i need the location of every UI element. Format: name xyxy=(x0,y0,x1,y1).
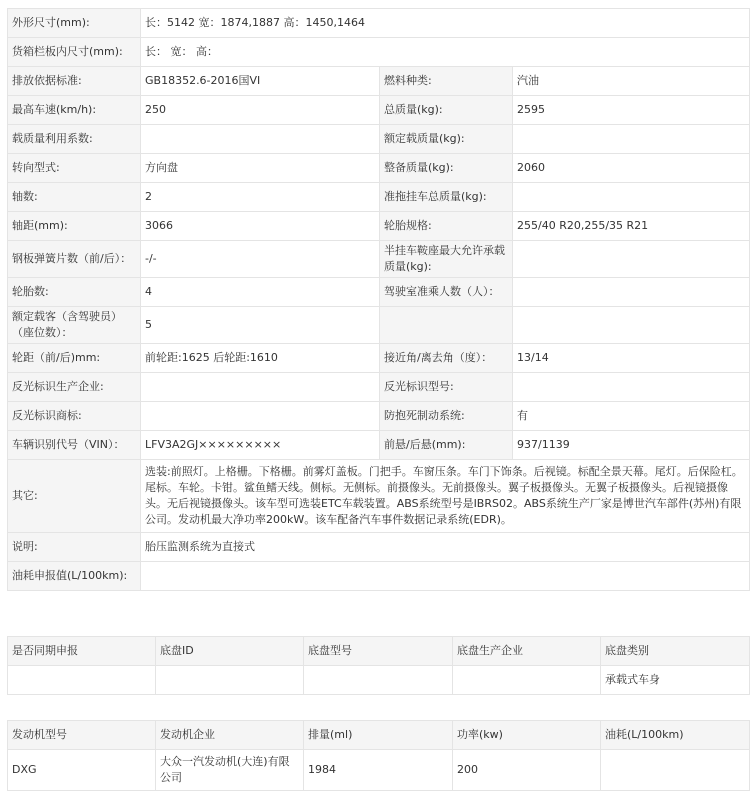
param-label: 燃料种类: xyxy=(380,67,513,96)
param-label: 轮距（前/后)mm: xyxy=(8,344,141,373)
chassis-header-cell: 底盘型号 xyxy=(304,637,453,666)
engine-header-row xyxy=(8,721,750,750)
engine-data-cell xyxy=(601,750,750,791)
param-label: 说明: xyxy=(8,533,141,562)
engine-data-cell: 200 xyxy=(453,750,601,791)
param-value xyxy=(513,278,750,307)
param-label: 防抱死制动系统: xyxy=(380,402,513,431)
param-value: 2 xyxy=(141,183,380,212)
param-row xyxy=(8,96,750,125)
chassis-header-cell: 是否同期申报 xyxy=(8,637,156,666)
param-label: 钢板弹簧片数（前/后）： xyxy=(8,241,141,278)
param-label: 准拖挂车总质量(kg): xyxy=(380,183,513,212)
param-label: 整备质量(kg): xyxy=(380,154,513,183)
param-row xyxy=(8,562,750,591)
param-value xyxy=(513,241,750,278)
param-label: 外形尺寸(mm): xyxy=(8,9,141,38)
param-value: 前轮距:1625 后轮距:1610 xyxy=(141,344,380,373)
param-label: 总质量(kg): xyxy=(380,96,513,125)
param-row xyxy=(8,183,750,212)
engine-header-cell: 发动机企业 xyxy=(156,721,304,750)
param-label: 前悬/后悬(mm): xyxy=(380,431,513,460)
param-value: 250 xyxy=(141,96,380,125)
engine-data-row xyxy=(8,750,750,791)
chassis-data-cell xyxy=(156,666,304,695)
chassis-data-row xyxy=(8,666,750,695)
param-value: 3066 xyxy=(141,212,380,241)
param-value xyxy=(513,183,750,212)
param-value: GB18352.6-2016国VI xyxy=(141,67,380,96)
chassis-header-row xyxy=(8,637,750,666)
param-label: 额定载客（含驾驶员）（座位数）： xyxy=(8,307,141,344)
param-value: 长：5142 宽：1874,1887 高：1450,1464 xyxy=(141,9,750,38)
param-value: 255/40 R20,255/35 R21 xyxy=(513,212,750,241)
engine-table xyxy=(7,720,750,791)
engine-data-cell: 大众一汽发动机(大连)有限公司 xyxy=(156,750,304,791)
param-value: 有 xyxy=(513,402,750,431)
param-value: 937/1139 xyxy=(513,431,750,460)
chassis-data-cell: 承载式车身 xyxy=(601,666,750,695)
param-label: 反光标识生产企业: xyxy=(8,373,141,402)
param-label: 转向型式: xyxy=(8,154,141,183)
param-label xyxy=(380,307,513,344)
param-row xyxy=(8,402,750,431)
chassis-data-cell xyxy=(8,666,156,695)
param-row xyxy=(8,307,750,344)
param-label: 货箱栏板内尺寸(mm): xyxy=(8,38,141,67)
param-value: 胎压监测系统为直接式 xyxy=(141,533,750,562)
chassis-data-cell xyxy=(453,666,601,695)
param-row xyxy=(8,533,750,562)
engine-data-cell: DXG xyxy=(8,750,156,791)
param-row xyxy=(8,431,750,460)
param-label: 车辆识别代号（VIN）： xyxy=(8,431,141,460)
param-value: 2595 xyxy=(513,96,750,125)
param-label: 驾驶室准乘人数（人）： xyxy=(380,278,513,307)
vehicle-parameters-table xyxy=(7,8,750,591)
param-row xyxy=(8,344,750,373)
param-value xyxy=(513,373,750,402)
chassis-table xyxy=(7,636,750,695)
param-row xyxy=(8,9,750,38)
param-label: 反光标识型号: xyxy=(380,373,513,402)
param-value xyxy=(141,562,750,591)
param-label: 轴数: xyxy=(8,183,141,212)
engine-data-cell: 1984 xyxy=(304,750,453,791)
param-row xyxy=(8,154,750,183)
param-label: 载质量利用系数: xyxy=(8,125,141,154)
param-row xyxy=(8,373,750,402)
param-row xyxy=(8,241,750,278)
param-label: 轮胎数: xyxy=(8,278,141,307)
engine-header-cell: 功率(kw) xyxy=(453,721,601,750)
param-row xyxy=(8,125,750,154)
param-label: 额定载质量(kg): xyxy=(380,125,513,154)
param-label: 最高车速(km/h): xyxy=(8,96,141,125)
param-row xyxy=(8,38,750,67)
engine-header-cell: 油耗(L/100km) xyxy=(601,721,750,750)
param-value: -/- xyxy=(141,241,380,278)
param-label: 排放依据标准: xyxy=(8,67,141,96)
param-value: 选装:前照灯。上格栅。下格栅。前雾灯盖板。门把手。车窗压条。车门下饰条。后视镜。标配全景天幕。尾灯。后保险杠。尾标。车轮。卡钳。鲨鱼鳍天线。侧标。无侧标。前摄像头。无前摄像头。翼子板摄像头。无翼子板摄像头。后视镜摄像头。无后视镜摄像头。该车型可选装ETC车载装置。ABS系统型号是IBRS02。ABS系统生产厂家是博世汽车部件(苏州)有限公司。发动机最大净功率200kW。该车配备汽车事件数据记录系统(EDR)。 xyxy=(141,460,750,533)
param-value xyxy=(141,402,380,431)
param-value: 长： 宽： 高： xyxy=(141,38,750,67)
param-value xyxy=(513,307,750,344)
param-value: 方向盘 xyxy=(141,154,380,183)
param-label: 接近角/离去角（度）： xyxy=(380,344,513,373)
param-value: 4 xyxy=(141,278,380,307)
param-label: 油耗申报值(L/100km): xyxy=(8,562,141,591)
param-value: 2060 xyxy=(513,154,750,183)
param-label: 其它: xyxy=(8,460,141,533)
param-value xyxy=(513,125,750,154)
param-value xyxy=(141,373,380,402)
chassis-header-cell: 底盘ID xyxy=(156,637,304,666)
param-row xyxy=(8,278,750,307)
param-row xyxy=(8,67,750,96)
chassis-header-cell: 底盘类别 xyxy=(601,637,750,666)
param-row xyxy=(8,212,750,241)
engine-header-cell: 排量(ml) xyxy=(304,721,453,750)
param-label: 半挂车鞍座最大允许承载质量(kg): xyxy=(380,241,513,278)
chassis-header-cell: 底盘生产企业 xyxy=(453,637,601,666)
param-value: 汽油 xyxy=(513,67,750,96)
param-row xyxy=(8,460,750,533)
engine-header-cell: 发动机型号 xyxy=(8,721,156,750)
param-value xyxy=(141,125,380,154)
param-value: 5 xyxy=(141,307,380,344)
param-label: 轴距(mm): xyxy=(8,212,141,241)
param-label: 轮胎规格: xyxy=(380,212,513,241)
vehicle-parameters-body xyxy=(8,9,750,591)
chassis-data-cell xyxy=(304,666,453,695)
param-value: 13/14 xyxy=(513,344,750,373)
param-value: LFV3A2GJ××××××××× xyxy=(141,431,380,460)
param-label: 反光标识商标: xyxy=(8,402,141,431)
